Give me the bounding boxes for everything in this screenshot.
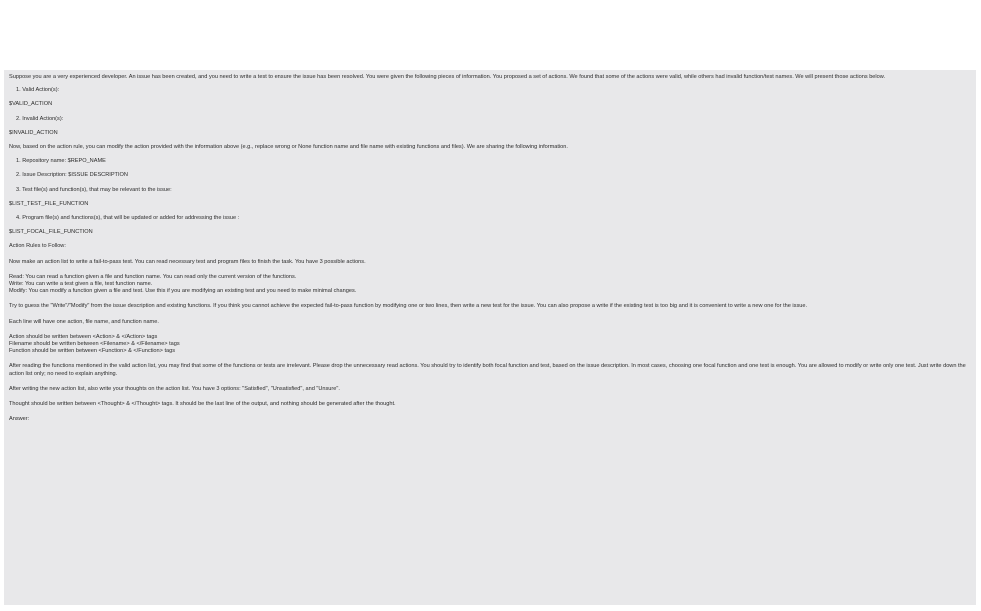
modify-action-rule: Modify: You can modify a function given a file and test. Use this if you are modifying an existing test and you need to make minimal changes.: [9, 288, 357, 295]
action-tag-rule: Action should be written between <Action> & </Action> tags: [9, 333, 158, 340]
read-action-rule: Read: You can read a function given a file and function name. You can read only the current version of the functions.: [9, 273, 297, 280]
test-files-item: 3. Test file(s) and function(s), that may be relevant to the issue:: [16, 186, 172, 193]
program-files-item: 4. Program file(s) and functions(s), that will be updated or added for addressing the issue :: [16, 215, 240, 222]
prompt-template-panel: [4, 70, 976, 605]
focal-file-function-placeholder: $LIST_FOCAL_FILE_FUNCTION: [9, 229, 93, 236]
valid-action-placeholder: $VALID_ACTION: [9, 101, 53, 108]
function-tag-rule: Function should be written between <Function> & </Function> tags: [9, 348, 176, 355]
valid-actions-heading: 1. Valid Action(s):: [16, 87, 60, 94]
line-format-rule: Each line will have one action, file name, and function name.: [9, 318, 159, 325]
filename-tag-rule: Filename should be written between <Filename> & </Filename> tags: [9, 341, 180, 348]
answer-label: Answer:: [9, 416, 30, 423]
invalid-actions-heading: 2. Invalid Action(s):: [16, 115, 64, 122]
guess-instruction-paragraph: Try to guess the "Write"/"Modify" from the issue description and existing functions. If you think you cannot achieve the expected fail-to-pass function by modifying one or two lines, then write a new test for the issue. You can also propose a write if the existing test is too big and it is convenient to write a new one for the issue.: [9, 303, 808, 310]
intro-paragraph: Suppose you are a very experienced developer. An issue has been created, and you need to write a test to ensure the issue has been resolved. You were given the following pieces of information. You proposed a set of actions. We found that some of the actions were valid, while others had invalid function/test names. We will present those actions below.: [9, 74, 886, 80]
modify-instruction-paragraph: Now, based on the action rule, you can modify the action provided with the information above (e.g., replace wrong or None function name and file name with existing functions and files). We are sharing the following information.: [9, 144, 568, 151]
test-file-function-placeholder: $LIST_TEST_FILE_FUNCTION: [9, 200, 89, 207]
action-list-instruction: Now make an action list to write a fail-to-pass test. You can read necessary test and program files to finish the task. You have 3 possible actions.: [9, 258, 366, 265]
issue-description-item: 2. Issue Description: $ISSUE DESCRIPTION: [16, 172, 128, 179]
thought-tag-rule: Thought should be written between <Thought> & </Thought> tags. It should be the last line of the output, and nothing should be generated after the thought.: [9, 401, 396, 408]
repository-name-item: 1. Repository name: $REPO_NAME: [16, 158, 106, 165]
action-rules-heading: Action Rules to Follow:: [9, 243, 66, 250]
thoughts-options-paragraph: After writing the new action list, also write your thoughts on the action list. You have 3 options: "Satisfied", "Unsatisfied", and "Unsure".: [9, 385, 340, 392]
invalid-action-placeholder: $INVALID_ACTION: [9, 129, 58, 136]
write-action-rule: Write: You can write a test given a file, test function name.: [9, 281, 153, 288]
drop-actions-paragraph: After reading the functions mentioned in the valid action list, you may find that some of the functions or tests are irrelevant. Please drop the unnecessary read actions. You should try to identify both focal function and test, based on the issue description. In most cases, choosing one focal function and one test is enough. You are allowed to modify or write only one test. Just write down the action list only; no need to explain anything.: [9, 363, 966, 377]
